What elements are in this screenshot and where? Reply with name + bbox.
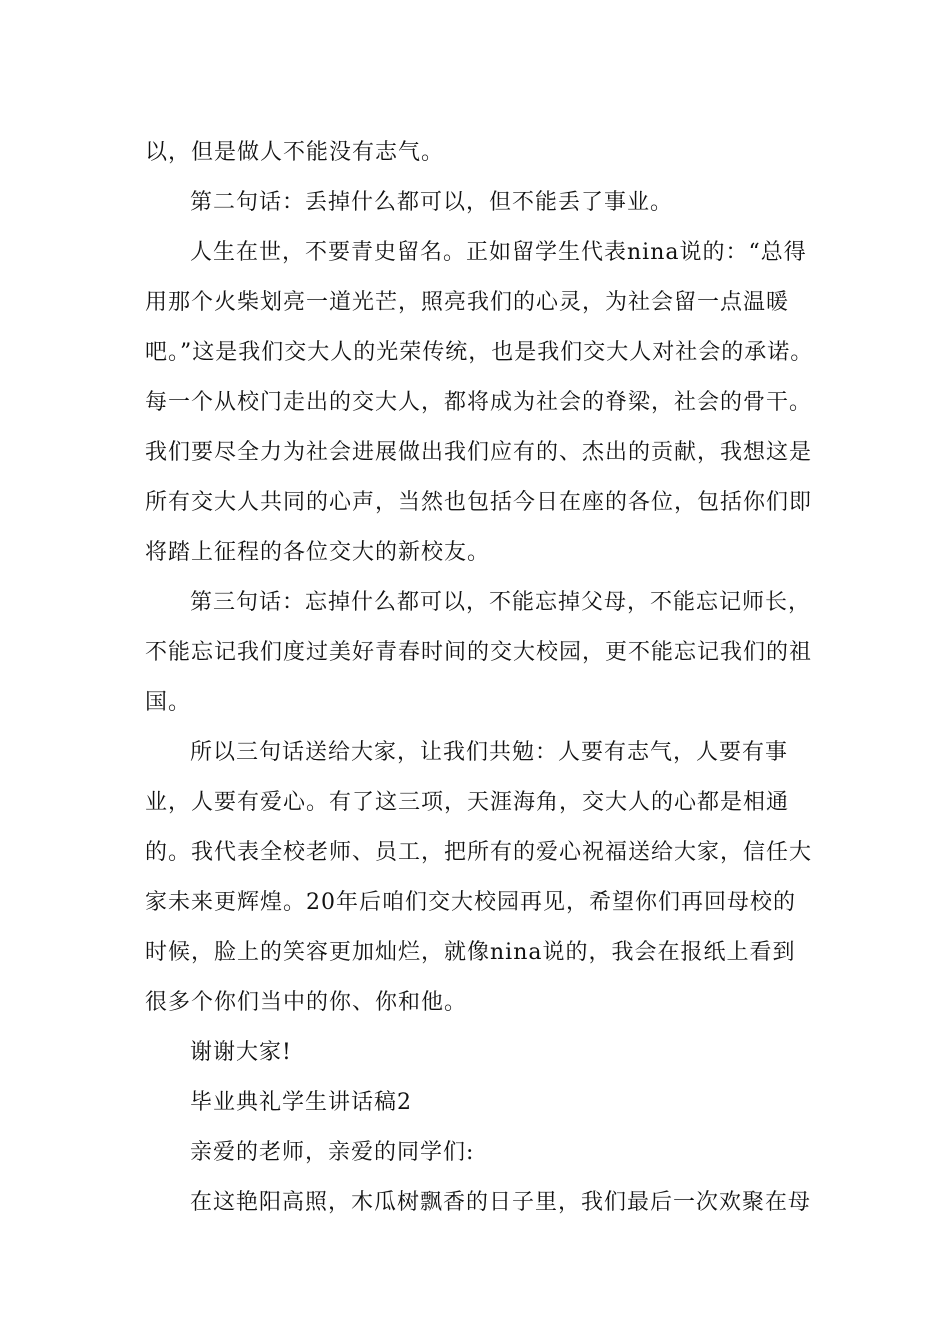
- paragraph-continuation: 以，但是做人不能没有志气。: [145, 140, 445, 165]
- paragraph-second-sentence: 第二句话：丢掉什么都可以，但不能丢了事业。: [190, 190, 674, 215]
- paragraph-opening: 在这艳阳高照，木瓜树飘香的日子里，我们最后一次欢聚在母: [190, 1190, 812, 1215]
- section-heading: 毕业典礼学生讲话稿2: [190, 1090, 412, 1115]
- paragraph-thanks: 谢谢大家!: [190, 1040, 292, 1065]
- document-page: [145, 128, 815, 1228]
- paragraph-life-in-world: 人生在世，不要青史留名。正如留学生代表nina说的：“总得用那个火柴划亮一道光芒，照亮我们的心灵，为社会留一点温暖吧。”这是我们交大人的光荣传统，也是我们交大人对社会的承诺。每一个从校门走出的交大人，都将成为社会的脊梁，社会的骨干。我们要尽全力为社会进展做出我们应有的、杰出的贡献，我想这是所有交大人共同的心声，当然也包括今日在座的各位，包括你们即将踏上征程的各位交大的新校友。: [145, 240, 814, 565]
- paragraph-third-sentence: 第三句话：忘掉什么都可以，不能忘掉父母，不能忘记师长，不能忘记我们度过美好青春时间的交大校园，更不能忘记我们的祖国。: [145, 590, 813, 715]
- paragraph-greeting: 亲爱的老师，亲爱的同学们:: [190, 1140, 475, 1165]
- paragraph-three-sentences-summary: 所以三句话送给大家，让我们共勉：人要有志气，人要有事业，人要有爱心。有了这三项，天涯海角，交大人的心都是相通的。我代表全校老师、员工，把所有的爱心祝福送给大家，信任大家未来更辉煌。20年后咱们交大校园再见，希望你们再回母校的时候，脸上的笑容更加灿烂，就像nina说的，我会在报纸上看到很多个你们当中的你、你和他。: [145, 740, 813, 1015]
